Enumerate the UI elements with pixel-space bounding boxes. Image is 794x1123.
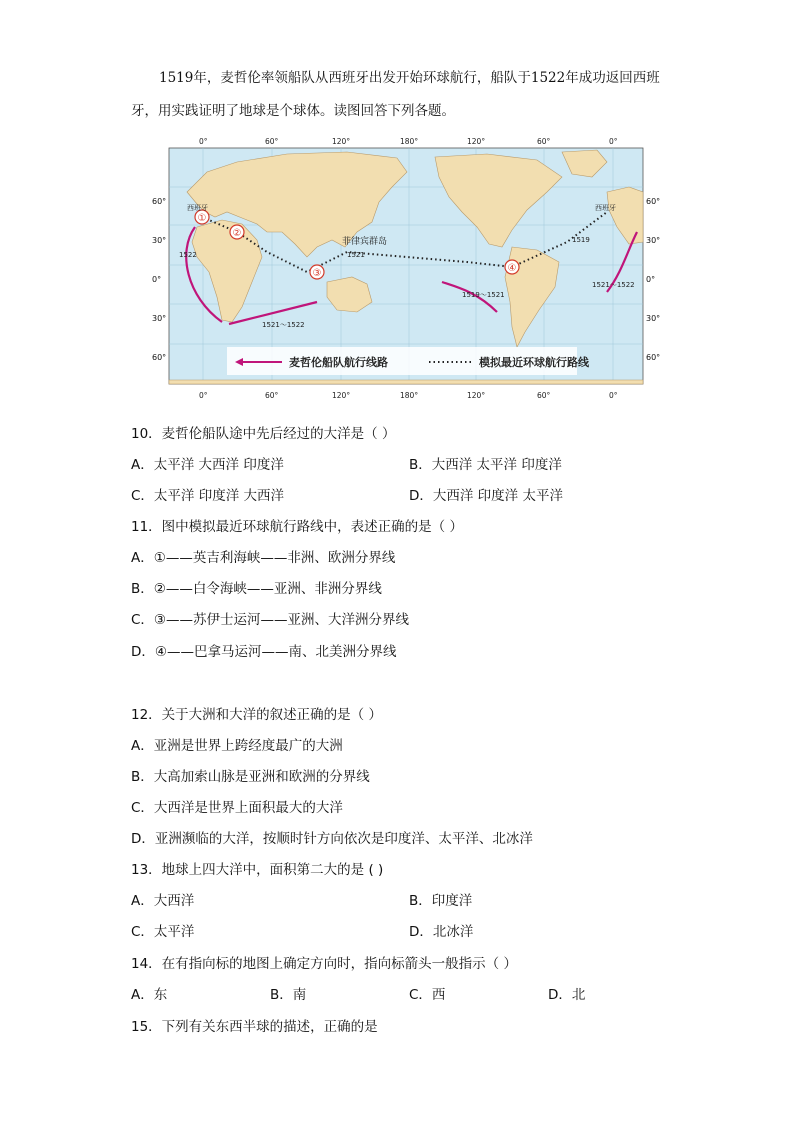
lat-label: 0° [152,275,162,284]
spain-left-label: 西班牙 [187,204,208,212]
intro-text: 1519年，麦哲伦率领船队从西班牙出发开始环球航行，船队于1522年成功返回西班牙，用实践证明了地球是个球体。读图回答下列各题。 [131,70,660,119]
bottom-lon-label: 180° [400,391,419,400]
q12-option-c[interactable]: C．大西洋是世界上面积最大的大洋 [131,800,343,816]
q13-option-b[interactable]: B．印度洋 [409,893,473,909]
spain-right-label: 西班牙 [595,204,616,212]
year-1522-label: 1522 [179,251,197,259]
route-1519-1521-label: 1519～1521 [462,291,505,299]
q11-option-a[interactable]: A．①——英吉利海峡——非洲、欧洲分界线 [131,550,396,566]
q10-stem: 10．麦哲伦船队途中先后经过的大洋是（ ） [131,426,396,442]
bottom-lon-label: 60° [265,391,279,400]
bottom-lon-label: 0° [199,391,208,400]
legend-simulated: 模拟最近环球航行路线 [479,356,589,369]
q13-option-c[interactable]: C．太平洋 [131,924,195,940]
top-lon-label: 120° [467,137,486,146]
top-lon-label: 60° [265,137,279,146]
route-1521-1522-label: 1521～1522 [262,321,305,329]
legend-magellan: 麦哲伦船队航行线路 [289,356,388,369]
lat-label: 30° [646,236,661,245]
year-1519-label: 1519 [572,236,590,244]
q13-option-a[interactable]: A．大西洋 [131,893,195,909]
top-lon-label: 60° [537,137,551,146]
top-lon-label: 120° [332,137,351,146]
q12-option-b[interactable]: B．大高加索山脉是亚洲和欧洲的分界线 [131,769,370,785]
lat-label: 30° [152,314,167,323]
q12-option-a[interactable]: A．亚洲是世界上跨经度最广的大洲 [131,738,343,754]
lat-label: 60° [152,353,167,362]
q13-stem: 13．地球上四大洋中，面积第二大的是 ( ) [131,862,384,878]
marker-4: ④ [507,263,517,274]
q12-option-d[interactable]: D．亚洲濒临的大洋，按顺时针方向依次是印度洋、太平洋、北冰洋 [131,831,533,847]
top-lon-label: 0° [199,137,208,146]
q11-option-d[interactable]: D．④——巴拿马运河——南、北美洲分界线 [131,644,397,660]
antarctica-land [169,380,643,384]
q14-option-a[interactable]: A．东 [131,987,168,1003]
q11-option-b[interactable]: B．②——白令海峡——亚洲、非洲分界线 [131,581,382,597]
right-lat-labels [646,182,660,377]
q14-stem: 14．在有指向标的地图上确定方向时，指向标箭头一般指示（ ） [131,956,517,972]
left-lat-labels [152,182,166,377]
bottom-lon-label: 120° [467,391,486,400]
q10-option-c[interactable]: C．太平洋 印度洋 大西洋 [131,488,285,504]
q10-option-b[interactable]: B．大西洋 太平洋 印度洋 [409,457,562,473]
lat-label: 30° [152,236,167,245]
marker-3: ③ [312,268,322,279]
lat-label: 30° [646,314,661,323]
philippines-label: 菲律宾群岛 [342,237,388,247]
q14-option-d[interactable]: D．北 [548,987,586,1003]
marker-2: ② [232,228,242,239]
intro-paragraph [131,62,671,128]
world-map [167,132,645,402]
q11-stem: 11．图中模拟最近环球航行路线中，表述正确的是（ ） [131,519,463,535]
lat-label: 60° [646,353,661,362]
bottom-lon-label: 120° [332,391,351,400]
q15-stem: 15．下列有关东西半球的描述，正确的是 [131,1019,378,1035]
q12-stem: 12．关于大洲和大洋的叙述正确的是（ ） [131,707,382,723]
map-legend [227,347,590,375]
year-1521-label: 1521 [347,251,365,259]
lat-label: 60° [646,197,661,206]
bottom-lon-label: 60° [537,391,551,400]
q13-option-d[interactable]: D．北冰洋 [409,924,474,940]
q10-option-a[interactable]: A．太平洋 大西洋 印度洋 [131,457,284,473]
q11-option-c[interactable]: C．③——苏伊士运河——亚洲、大洋洲分界线 [131,612,410,628]
marker-1: ① [197,213,207,224]
lat-label: 60° [152,197,167,206]
bottom-lon-label: 0° [609,391,618,400]
lat-label: 0° [646,275,656,284]
q14-option-c[interactable]: C．西 [409,987,446,1003]
top-lon-label: 0° [609,137,618,146]
q10-option-d[interactable]: D．大西洋 印度洋 太平洋 [409,488,563,504]
q14-option-b[interactable]: B．南 [270,987,307,1003]
route-1521-1522-b-label: 1521～1522 [592,281,635,289]
top-lon-label: 180° [400,137,419,146]
